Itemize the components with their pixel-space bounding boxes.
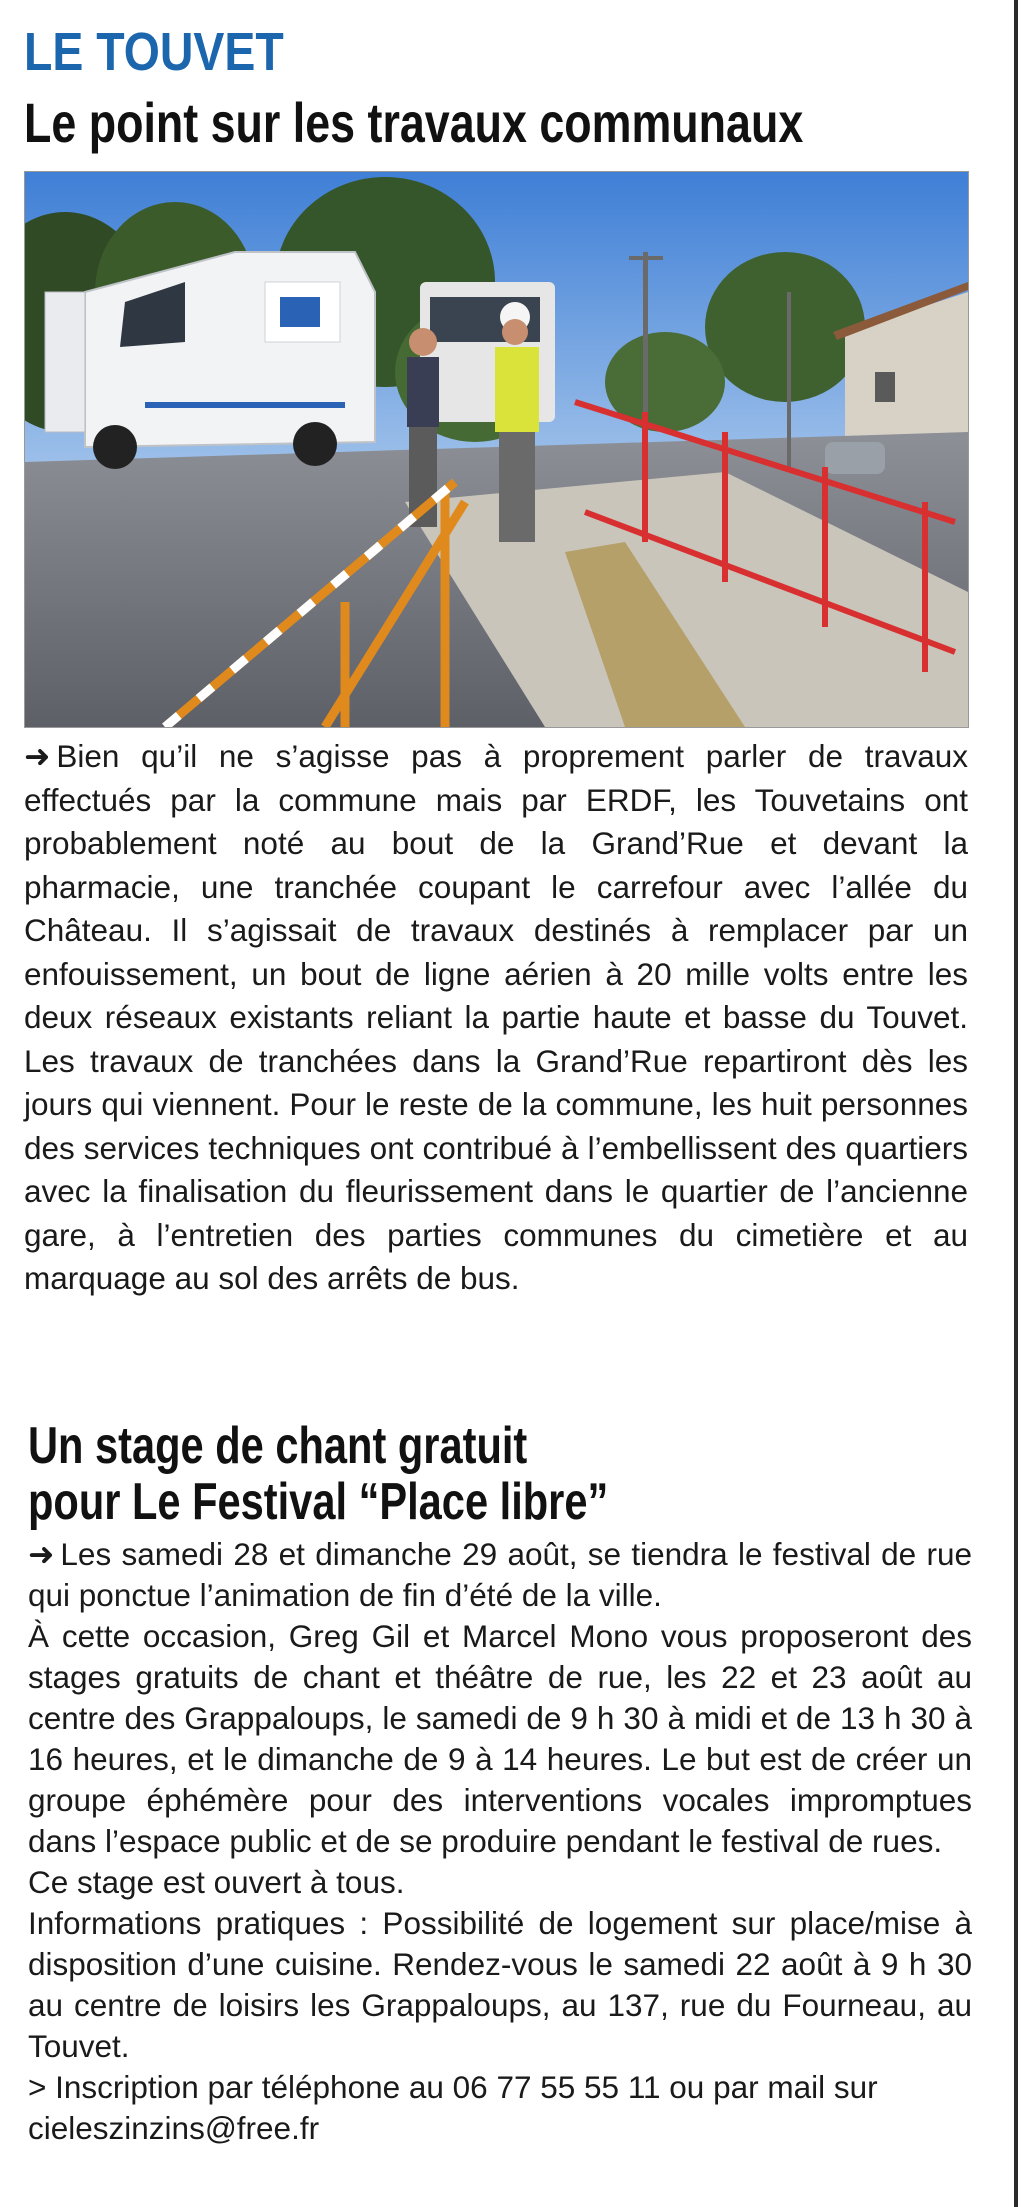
article2-paragraph-4: Informations pratiques : Possibilité de logement sur place/mise à disposition d’une cuisine. Rendez-vous le samedi 22 août à 9 h 30 au centre de loisirs les Grappaloups, au 137, rue du Fourneau, au Touvet. — [28, 1905, 972, 2064]
article2-headline-line1: Un stage de chant gratuit — [28, 1417, 528, 1475]
article2-headline — [28, 1418, 608, 1530]
article-body — [24, 735, 968, 1301]
article-body-text: Bien qu’il ne s’agisse pas à proprement parler de travaux effectués par la commune mais par ERDF, les Touvetains ont probablement noté au bout de la Grand’Rue et devant la pharmacie, une tranchée coupant le carrefour avec l’allée du Château. Il s’agissait de travaux destinés à remplacer par un enfouissement, un bout de ligne aérien à 20 mille volts entre les deux réseaux existants reliant la partie haute et basse du Touvet. Les travaux de tranchées dans la Grand’Rue repartiront dès les jours qui viennent. Pour le reste de la commune, les huit personnes des services techniques ont contribué à l’embellissent des quartiers avec la finalisation du fleurissement dans le quartier de l’ancienne gare, à l’entretien des parties communes du cimetière et au marquage au sol des arrêts de bus. — [24, 738, 968, 1296]
article2-paragraph-2: À cette occasion, Greg Gil et Marcel Mono vous proposeront des stages gratuits de chant et théâtre de rue, les 22 et 23 août au centre des Grappaloups, le samedi de 9 h 30 à midi et de 13 h 30 à 16 heures, et le dimanche de 9 à 14 heures. Le but est de créer un groupe éphémère pour des interventions vocales impromptues dans l’espace public et de se produire pendant le festival de rues. — [28, 1618, 972, 1859]
arrow-right-icon: ➜ — [28, 1536, 55, 1572]
article2-paragraph-3: Ce stage est ouvert à tous. — [28, 1864, 405, 1900]
article2-paragraph-1 — [28, 1534, 972, 1616]
arrow-right-icon: ➜ — [24, 738, 51, 774]
article2-paragraph-5: > Inscription par téléphone au 06 77 55 55 11 ou par mail sur cieleszinzins@free.fr — [28, 2069, 878, 2146]
article2-paragraph-1-text: Les samedi 28 et dimanche 29 août, se tiendra le festival de rue qui ponctue l’animation de fin d’été de la ville. — [28, 1536, 972, 1613]
article-photo — [24, 171, 969, 728]
article2-headline-line2: pour Le Festival “Place libre” — [28, 1473, 609, 1531]
article-headline: Le point sur les travaux communaux — [24, 91, 804, 154]
article2-body — [28, 1534, 972, 2149]
photo-roadwork-icon — [25, 172, 968, 727]
section-kicker: LE TOUVET — [24, 22, 284, 82]
column-rule — [1014, 0, 1018, 2207]
